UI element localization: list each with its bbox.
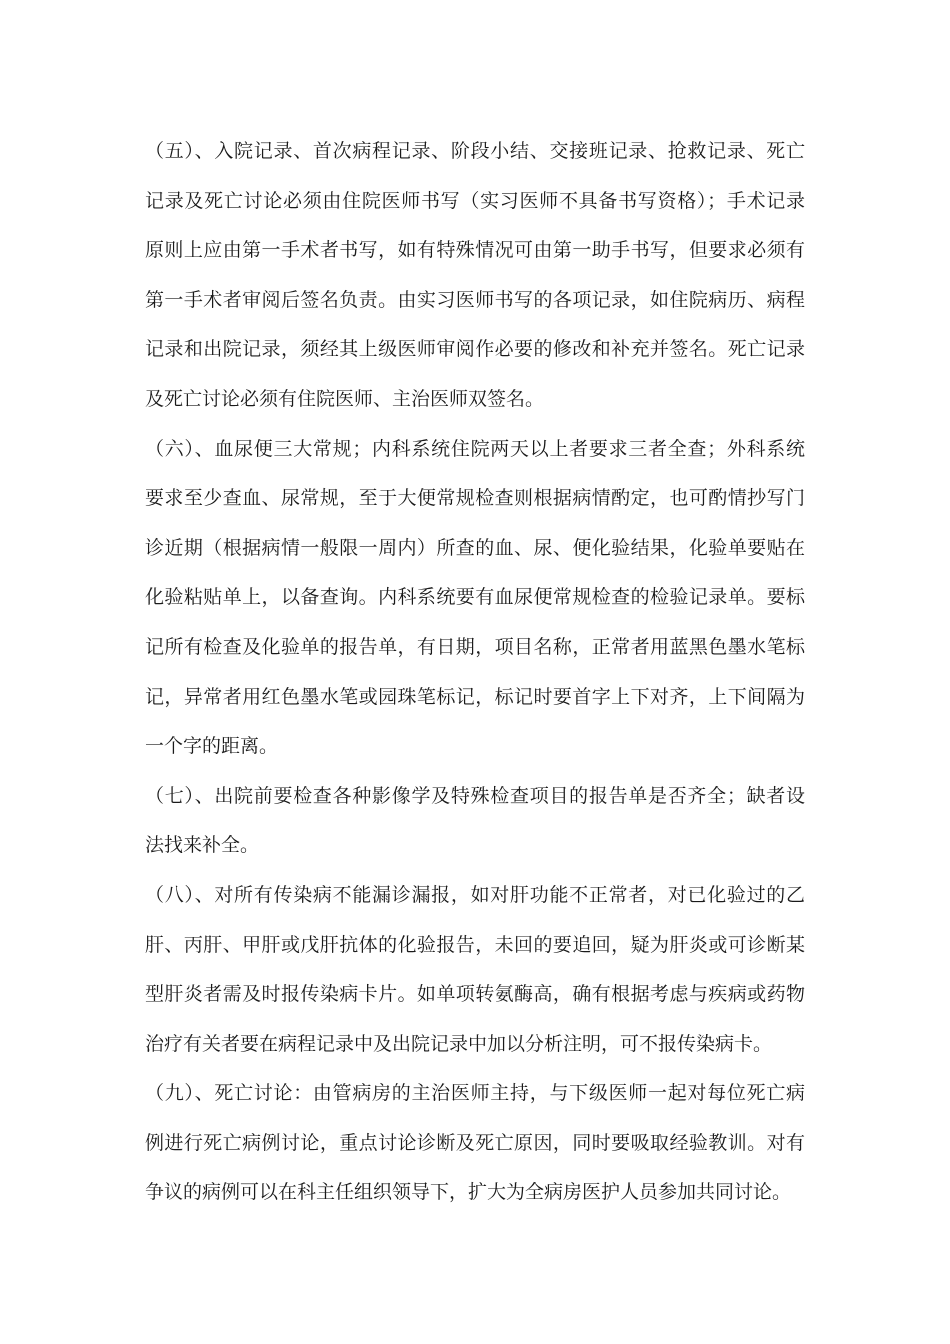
- text-line: 一个字的距离。: [145, 735, 279, 758]
- text-line: 记录及死亡讨论必须由住院医师书写（实习医师不具备书写资格）；手术记录: [145, 189, 805, 212]
- text-line: 争议的病例可以在科主任组织领导下，扩大为全病房医护人员参加共同讨论。: [145, 1181, 792, 1204]
- text-line: （七）、出院前要检查各种影像学及特殊检查项目的报告单是否齐全；缺者设: [145, 784, 805, 807]
- text-line: 及死亡讨论必须有住院医师、主治医师双签名。: [145, 387, 545, 410]
- text-line: 化验粘贴单上，以备查询。内科系统要有血尿便常规检查的检验记录单。要标: [145, 586, 805, 609]
- text-line: 原则上应由第一手术者书写，如有特殊情况可由第一助手书写，但要求必须有: [145, 239, 805, 262]
- text-line: 肝、丙肝、甲肝或戊肝抗体的化验报告，未回的要追回，疑为肝炎或可诊断某: [145, 933, 805, 956]
- text-line: 要求至少查血、尿常规，至于大便常规检查则根据病情酌定，也可酌情抄写门: [145, 487, 805, 510]
- paragraph-5: [145, 127, 805, 425]
- text-line: 诊近期（根据病情一般限一周内）所查的血、尿、便化验结果，化验单要贴在: [145, 536, 805, 559]
- text-line: 记，异常者用红色墨水笔或园珠笔标记，标记时要首字上下对齐，上下间隔为: [145, 685, 805, 708]
- text-line: （八）、对所有传染病不能漏诊漏报，如对肝功能不正常者，对已化验过的乙: [145, 883, 805, 906]
- text-line: （九）、死亡讨论：由管病房的主治医师主持，与下级医师一起对每位死亡病: [145, 1082, 805, 1105]
- paragraph-7: [145, 772, 805, 871]
- text-line: 型肝炎者需及时报传染病卡片。如单项转氨酶高，确有根据考虑与疾病或药物: [145, 983, 805, 1006]
- paragraph-8: [145, 871, 805, 1069]
- paragraph-9: [145, 1069, 805, 1218]
- text-line: 例进行死亡病例讨论，重点讨论诊断及死亡原因，同时要吸取经验教训。对有: [145, 1131, 805, 1154]
- text-line: 治疗有关者要在病程记录中及出院记录中加以分析注明，可不报传染病卡。: [145, 1032, 773, 1055]
- text-line: 法找来补全。: [145, 834, 260, 857]
- paragraph-6: [145, 425, 805, 772]
- text-line: 记所有检查及化验单的报告单，有日期，项目名称，正常者用蓝黑色墨水笔标: [145, 635, 805, 658]
- text-line: 第一手术者审阅后签名负责。由实习医师书写的各项记录，如住院病历、病程: [145, 288, 805, 311]
- text-line: （六）、血尿便三大常规；内科系统住院两天以上者要求三者全查；外科系统: [145, 437, 805, 460]
- text-line: 记录和出院记录，须经其上级医师审阅作必要的修改和补充并签名。死亡记录: [145, 338, 805, 361]
- document-page: [145, 127, 805, 1218]
- text-line: （五）、入院记录、首次病程记录、阶段小结、交接班记录、抢救记录、死亡: [145, 140, 805, 162]
